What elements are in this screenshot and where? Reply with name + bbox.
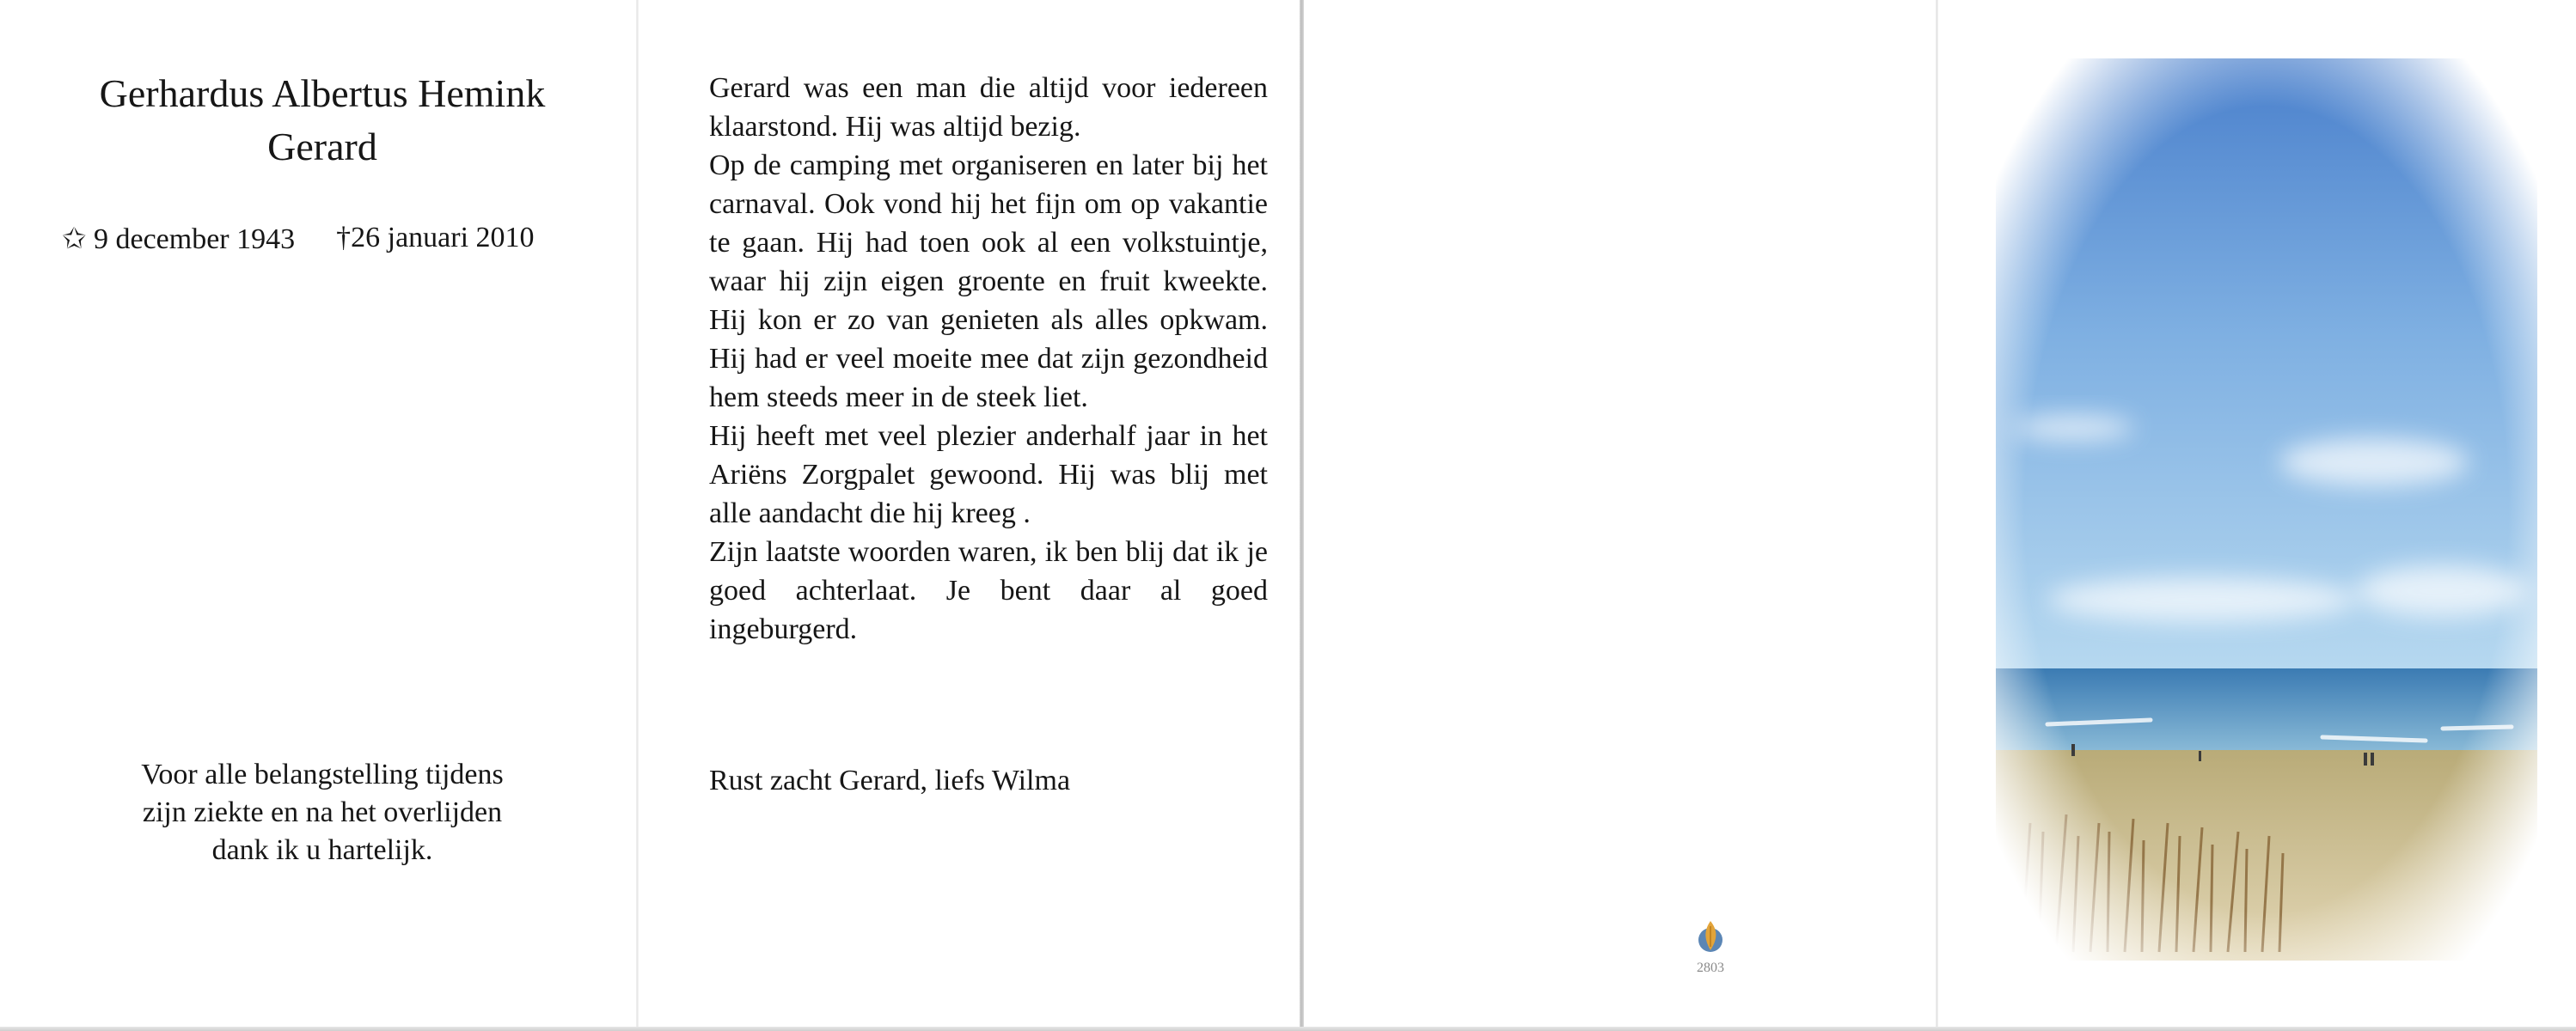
name-block	[26, 67, 619, 174]
star-icon: ✩	[62, 223, 87, 255]
memorial-paragraph: Op de camping met organiseren en later bij het carnaval. Ook vond hij het fijn om op vakantie te gaan. Hij had toen ook al een volkstuintje, waar hij zijn eigen groente en fruit kweekte. Hij kon er zo van genieten als alles opkwam. Hij had er veel moeite mee dat zijn gezondheid hem steeds meer in de steek liet.	[709, 149, 1268, 413]
thanks-line: Voor alle belangstelling tijdens	[141, 759, 504, 790]
closing-line: Rust zacht Gerard, liefs Wilma	[709, 765, 1071, 796]
memorial-paragraph: Gerard was een man die altijd voor iedereen klaarstond. Hij was altijd bezig.	[709, 72, 1268, 143]
card-panel-photo	[1939, 0, 2576, 1028]
life-dates	[62, 222, 612, 256]
call-name: Gerard	[267, 125, 377, 168]
thanks-line: dank ik u hartelijk.	[211, 834, 433, 866]
birth-date	[62, 222, 295, 256]
death-date	[336, 222, 534, 256]
leaf-drop-logo-icon	[1696, 918, 1725, 955]
card-fold-line	[636, 0, 639, 1031]
card-panel-name	[0, 0, 636, 1028]
card-panel-back	[1303, 0, 1937, 1028]
death-date-text: 26 januari 2010	[351, 222, 535, 253]
thanks-line: zijn ziekte en na het overlijden	[142, 796, 503, 828]
printer-mark	[1676, 918, 1745, 976]
full-name: Gerhardus Albertus Hemink	[99, 71, 546, 115]
beach-dune-photo	[1996, 58, 2537, 961]
card-panel-text	[640, 0, 1302, 1028]
thanks-message	[86, 756, 559, 869]
birth-date-text: 9 december 1943	[94, 223, 296, 255]
card-fold-line	[1936, 0, 1938, 1031]
cross-icon: †	[336, 222, 352, 253]
memorial-paragraph: Hij heeft met veel plezier anderhalf jaar in het Ariëns Zorgpalet gewoond. Hij was blij met alle aandacht die hij kreeg .	[709, 420, 1268, 529]
memorial-paragraph: Zijn laatste woorden waren, ik ben blij dat ik je goed achterlaat. Je bent daar al goed ingeburgerd.	[709, 536, 1268, 645]
card-bottom-edge	[0, 1027, 2576, 1031]
card-fold-line	[1300, 0, 1304, 1031]
printer-code: 2803	[1697, 961, 1724, 975]
memorial-text	[709, 69, 1268, 649]
